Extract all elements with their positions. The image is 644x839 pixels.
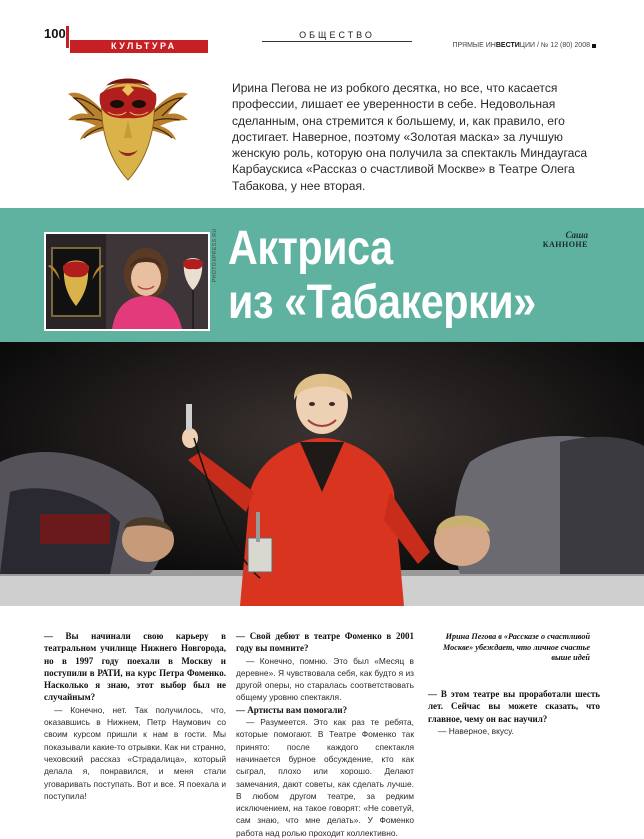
headline-line-2: из «Табакерки» <box>228 276 536 329</box>
interview-answer: — Разумеется. Это как раз те ребята, которые помогают. В Театре Фоменко так принято: после каждого спектакля начинается бурное обсуждение, кто как сыграл, плохо или хорошо. Делают замечания, дают советы, как сделать лучше. В любом другом театре, за редким исключением, на такое говорят: «Не советуй, сам знаю, что мне делать». У Фоменко работа над ролью проходит коллективно. <box>236 717 414 838</box>
issue-prefix: ПРЯМЫЕ ИН <box>452 42 496 49</box>
interview-question: — В этом театре вы проработали шесть лет. Сейчас вы можете сказать, что главное, чему он вас научил? <box>428 689 600 724</box>
interview-answer: — Наверное, вкусу. <box>438 725 514 736</box>
lead-paragraph: Ирина Пегова не из робкого десятка, но все, что касается профессии, лишает ее уверенности в себе. Недовольная сделанным, она стремится к большему, и, как правило, его достигает. Наверное, поэтому «Золотая маска» за лучшую женскую роль, которую она получила за спектакль Миндаугаса Карбаускиса «Рассказ о счастливой Москве» в Театре Олега Табакова, у нее вторая. <box>232 81 588 193</box>
issue-brand: ВЕСТИ <box>495 42 520 49</box>
interview-answer: — Конечно, нет. Так получилось, что, оказавшись в Нижнем, Петр Наумович со своим курсом пришли к нам в гости. Мы показывали какие-то отрывки. Как ни странно, чеховский рассказ «Страдалица», который делала я, понравился, и меня стали уговаривать поступать. Вот и все. Я поехала и поступила! <box>44 704 226 801</box>
article-column-2 <box>236 630 414 839</box>
issue-square <box>592 44 596 48</box>
interview-answer: — Конечно, помню. Это был «Месяц в деревне». Я чувствовала себя, как будто я из другой оперы, но старалась соответствовать общему уровню спектакля. <box>236 655 414 703</box>
interview-question: — Свой дебют в театре Фоменко в 2001 году вы помните? <box>236 631 414 654</box>
rubric-label: ОБЩЕСТВО <box>262 30 412 42</box>
headline <box>228 222 536 330</box>
author-last-name: КАННОНЕ <box>542 240 588 249</box>
stage-scene-photo <box>0 342 644 606</box>
page-number-rule <box>66 26 69 48</box>
article-column-1 <box>44 630 226 802</box>
headline-line-1: Актриса <box>228 222 393 275</box>
golden-mask-illustration <box>66 64 190 190</box>
page-number: 100 <box>44 26 66 41</box>
issue-suffix: ЦИИ / № 12 (80) 2008 <box>519 42 590 49</box>
article-column-3 <box>428 688 600 737</box>
section-label: КУЛЬТУРА <box>70 40 208 53</box>
photo-credit: PHOTOXPRESS.RU <box>212 228 218 282</box>
actress-with-award-photo <box>44 232 210 331</box>
interview-question: — Артисты вам помогали? <box>236 704 348 715</box>
photo-caption: Ирина Пегова в «Рассказе о счастливой Москве» убеждает, что личное счастье выше идей <box>442 632 590 662</box>
author-first-name: Саша <box>565 230 588 240</box>
issue-line <box>453 42 591 49</box>
interview-question: — Вы начинали свою карьеру в театральном училище Нижнего Новгорода, но в 1997 году поехали в Москву и поступили в РАТИ, на курс Петра Фоменко. Насколько я знаю, этот выбор был не случайным? <box>44 631 226 703</box>
